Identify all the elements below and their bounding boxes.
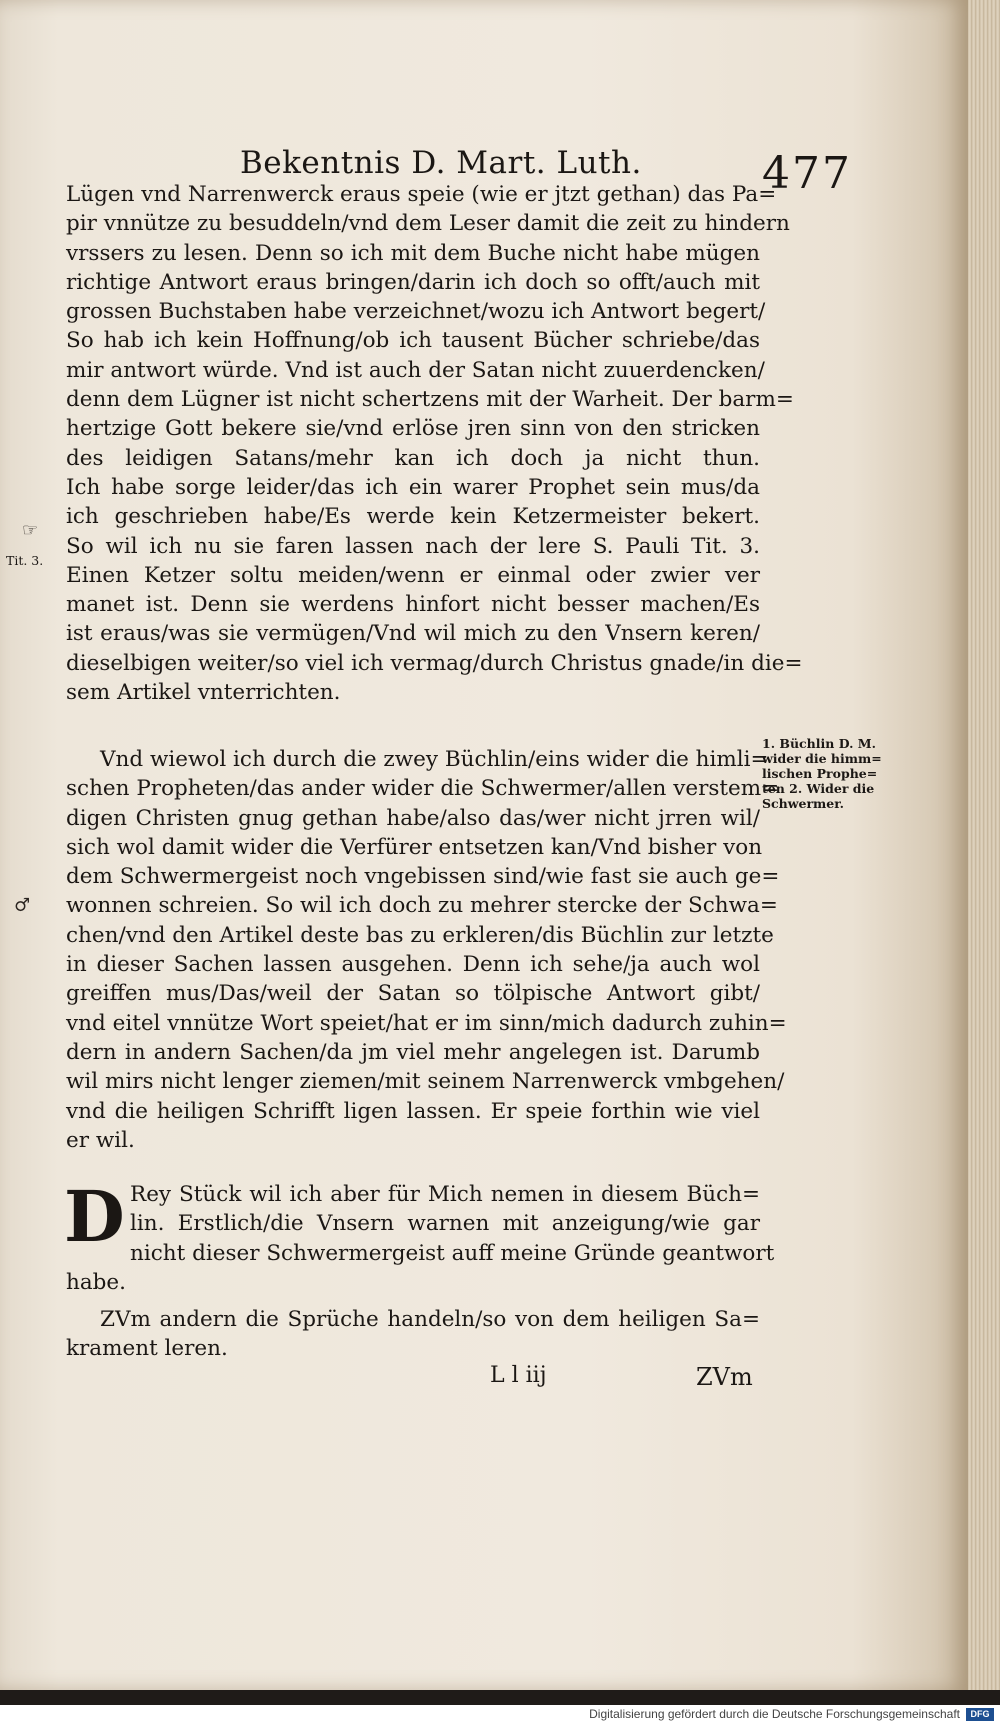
manicule-icon: ☞ (22, 520, 39, 541)
text-line: in dieser Sachen lassen ausgehen. Denn ich sehe/ja auch wol (66, 952, 760, 978)
footer-bar (0, 1705, 1000, 1725)
text-line: er wil. (66, 1127, 135, 1153)
catchword: ZVm (696, 1363, 753, 1391)
text-line: So hab ich kein Hoffnung/ob ich tausent Bücher schriebe/das (66, 328, 760, 354)
text-line: So wil ich nu sie faren lassen nach der lere S. Pauli Tit. 3. (66, 533, 760, 559)
text-line: greiffen mus/Das/weil der Satan so tölpische Antwort gibt/ (66, 981, 760, 1007)
margin-note-line: lischen Prophe= (762, 766, 878, 781)
text-line: habe. (66, 1269, 126, 1295)
drop-cap: D (64, 1175, 125, 1258)
text-line: Lügen vnd Narrenwerck eraus speie (wie er jtzt gethan) das Pa= (66, 182, 777, 207)
margin-note-line: Schwermer. (762, 796, 844, 811)
text-line: des leidigen Satans/mehr kan ich doch ja nicht thun. (66, 445, 760, 471)
text-line: vrssers zu lesen. Denn so ich mit dem Buche nicht habe mügen (66, 240, 760, 266)
text-line: schen Propheten/das ander wider die Schwermer/allen verstem= (66, 776, 780, 802)
text-line: sich wol damit wider die Verfürer entsetzen kan/Vnd bisher von (66, 834, 763, 860)
text-line: manet ist. Denn sie werdens hinfort nicht besser machen/Es (66, 592, 760, 618)
text-line: dem Schwermergeist noch vngebissen sind/wie fast sie auch ge= (66, 864, 780, 890)
text-line: grossen Buchstaben habe verzeichnet/wozu ich Antwort begert/ (66, 299, 766, 325)
margin-note-right (762, 736, 882, 811)
signature-mark: L l iij (490, 1363, 547, 1388)
text-line: krament leren. (66, 1336, 228, 1362)
text-line: richtige Antwort eraus bringen/darin ich doch so offt/auch mit (66, 269, 760, 295)
text-line: ist eraus/was sie vermügen/Vnd wil mich zu den Vnsern keren/ (66, 621, 760, 647)
text-line: vnd die heiligen Schrifft ligen lassen. Er speie forthin wie viel (66, 1098, 760, 1124)
text-line: nicht dieser Schwermergeist auff meine Gründe geantwort (130, 1240, 775, 1266)
text-line: denn dem Lügner ist nicht schertzens mit der Warheit. Der barm= (66, 387, 794, 413)
footer-credit: Digitalisierung gefördert durch die Deutsche Forschungsgemeinschaft (589, 1707, 960, 1721)
text-line: chen/vnd den Artikel deste bas zu erkleren/dis Büchlin zur letzte (66, 922, 774, 948)
margin-note-line: 1. Büchlin D. M. (762, 736, 876, 751)
margin-note-tit: Tit. 3. (6, 553, 44, 568)
text-line: ZVm andern die Sprüche handeln/so von dem heiligen Sa= (100, 1307, 760, 1332)
running-title: Bekentnis D. Mart. Luth. (240, 145, 642, 181)
text-line: digen Christen gnug gethan habe/also das/wer nicht jrren wil/ (66, 805, 760, 831)
text-line: Ich habe sorge leider/das ich ein warer Prophet sein mus/da (66, 474, 760, 500)
text-line: vnd eitel vnnütze Wort speiet/hat er im sinn/mich dadurch zuhin= (66, 1010, 787, 1036)
text-line: hertzige Gott bekere sie/vnd erlöse jren sinn von den stricken (66, 416, 760, 442)
text-line: mir antwort würde. Vnd ist auch der Satan nicht zuuerdencken/ (66, 357, 765, 383)
text-line: wonnen schreien. So wil ich doch zu mehrer stercke der Schwa= (66, 893, 778, 919)
text-line: Rey Stück wil ich aber für Mich nemen in diesem Büch= (130, 1182, 760, 1207)
margin-note-line: wider die himm= (762, 751, 882, 766)
text-line: pir vnnütze zu besuddeln/vnd dem Leser damit die zeit zu hindern (66, 211, 790, 237)
dfg-logo: DFG (966, 1708, 994, 1721)
text-line: Vnd wiewol ich durch die zwey Büchlin/eins wider die himli= (100, 747, 769, 772)
text-line: Einen Ketzer soltu meiden/wenn er einmal oder zwier ver (66, 562, 760, 588)
text-line: dern in andern Sachen/da jm viel mehr angelegen ist. Darumb (66, 1039, 760, 1065)
paragraph-1 (66, 180, 803, 707)
paragraph-3 (64, 1175, 775, 1297)
bracket-mark-icon: ♂ (14, 895, 31, 916)
margin-note-line: ten 2. Wider die (762, 781, 875, 796)
text-line: wil mirs nicht lenger ziemen/mit seinem Narrenwerck vmbgehen/ (66, 1069, 785, 1095)
page-edges (968, 0, 1000, 1690)
text-line: dieselbigen weiter/so viel ich vermag/durch Christus gnade/in die= (66, 650, 803, 676)
text-line: lin. Erstlich/die Vnsern warnen mit anzeigung/wie gar (130, 1211, 760, 1237)
text-line: ich geschrieben habe/Es werde kein Ketzermeister bekert. (66, 504, 760, 530)
page-number: 477 (762, 148, 852, 199)
paragraph-4 (66, 1305, 760, 1364)
text-line: sem Artikel vnterrichten. (66, 680, 341, 706)
paragraph-2 (66, 745, 787, 1155)
